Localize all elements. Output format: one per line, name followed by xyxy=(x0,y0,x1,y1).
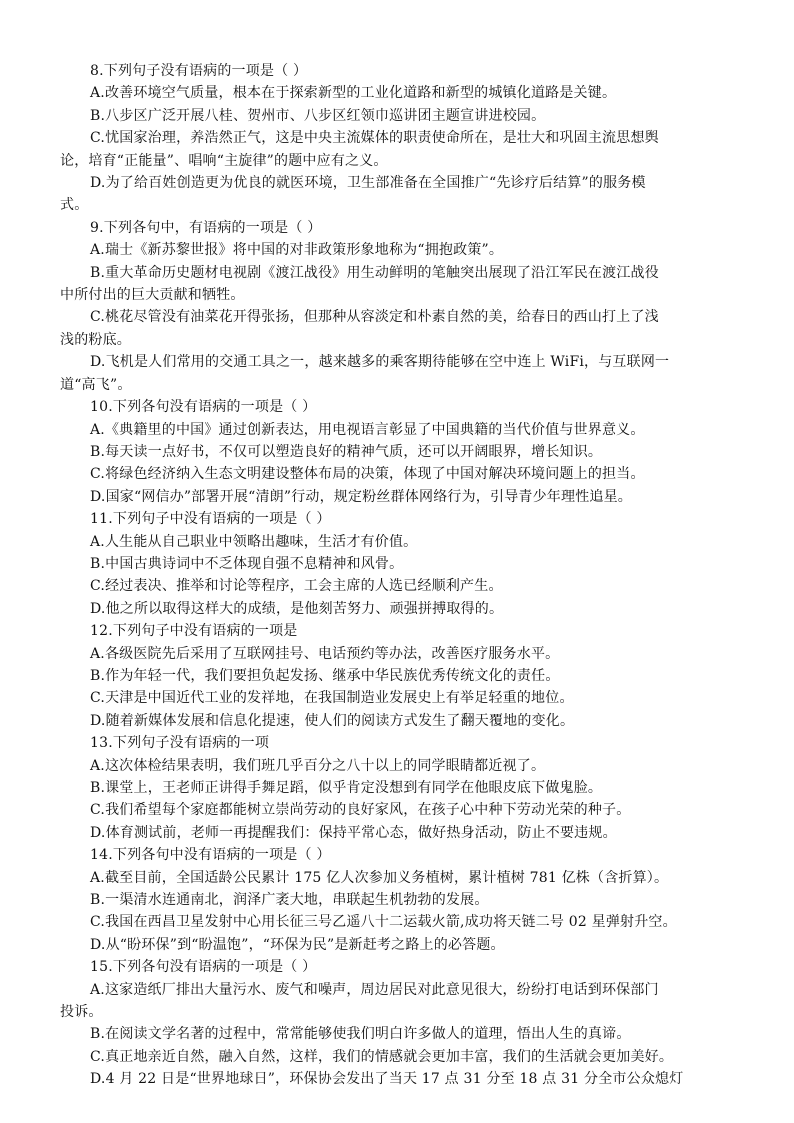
answer-option: C.真正地亲近自然，融入自然，这样，我们的情感就会更加丰富，我们的生活就会更加美好。 xyxy=(90,1048,674,1065)
question-block xyxy=(60,956,734,1090)
answer-option: C.天津是中国近代工业的发祥地，在我国制造业发展史上有举足轻重的地位。 xyxy=(90,690,574,707)
answer-option-continuation: 浅的粉底。 xyxy=(60,331,131,348)
answer-option-continuation: 道“高飞”。 xyxy=(60,376,132,393)
answer-option: A.这家造纸厂排出大量污水、废气和噪声，周边居民对此意见很大，纷纷打电话到环保部门 xyxy=(90,981,659,998)
answer-option: D.从“盼环保”到“盼温饱”，“环保为民”是新赶考之路上的必答题。 xyxy=(90,936,505,953)
question-stem: 8.下列句子没有语病的一项是（ ） xyxy=(90,63,308,79)
question-block xyxy=(90,732,734,844)
question-block xyxy=(90,620,734,732)
answer-option-continuation: 式。 xyxy=(60,197,89,214)
answer-option: D.体育测试前，老师一再提醒我们：保持平常心态，做好热身活动，防止不要违规。 xyxy=(90,824,617,841)
answer-option-continuation: 论，培育“正能量”、唱响“主旋律”的题中应有之义。 xyxy=(60,152,388,169)
question-block xyxy=(90,396,734,508)
answer-option: B.作为年轻一代，我们要担负起发扬、继承中华民族优秀传统文化的责任。 xyxy=(90,667,560,684)
answer-option: B.在阅读文学名著的过程中，常常能够使我们明白许多做人的道理，悟出人生的真谛。 xyxy=(90,1026,631,1043)
question-stem: 10.下列各句没有语病的一项是（ ） xyxy=(90,399,317,416)
question-stem: 12.下列句子中没有语病的一项是 xyxy=(90,623,298,640)
answer-option: A.改善环境空气质量，根本在于探索新型的工业化道路和新型的城镇化道路是关键。 xyxy=(90,85,617,102)
answer-option: A.瑞士《新苏黎世报》将中国的对非政策形象地称为“拥抱政策”。 xyxy=(90,242,504,259)
answer-option: B.八步区广泛开展八桂、贺州市、八步区红领巾巡讲团主题宣讲进校园。 xyxy=(90,107,546,124)
answer-option: C.我们希望每个家庭都能树立崇尚劳动的良好家风，在孩子心中种下劳动光荣的种子。 xyxy=(90,802,631,819)
answer-option: B.重大革命历史题材电视剧《渡江战役》用生动鲜明的笔触突出展现了沿江军民在渡江战役 xyxy=(90,264,659,281)
question-block xyxy=(90,508,734,620)
question-block xyxy=(60,60,734,217)
answer-option-continuation: 中所付出的巨大贡献和牺牲。 xyxy=(60,287,245,304)
answer-option: C.将绿色经济纳入生态文明建设整体布局的决策，体现了中国对解决环境问题上的担当。 xyxy=(90,466,645,483)
question-stem: 13.下列句子没有语病的一项 xyxy=(90,735,270,752)
question-stem: 11.下列句子中没有语病的一项是（ ） xyxy=(90,511,331,528)
answer-option: D.国家“网信办”部署开展“清朗”行动，规定粉丝群体网络行为，引导青少年理性追星。 xyxy=(90,488,633,505)
answer-option: D.他之所以取得这样大的成绩，是他刻苦努力、顽强拼搏取得的。 xyxy=(90,600,504,617)
question-block xyxy=(60,217,734,396)
answer-option: C.经过表决、推举和讨论等程序，工会主席的人选已经顺利产生。 xyxy=(90,578,503,595)
answer-option: B.中国古典诗词中不乏体现自强不息精神和风骨。 xyxy=(90,555,404,572)
answer-option: B.一渠清水连通南北，润泽广袤大地，串联起生机勃勃的发展。 xyxy=(90,892,489,909)
question-stem: 9.下列各句中，有语病的一项是（ ） xyxy=(90,219,322,236)
answer-option: A.人生能从自己职业中领略出趣味，生活才有价值。 xyxy=(90,533,418,550)
answer-option: D.随着新媒体发展和信息化提速，使人们的阅读方式发生了翻天覆地的变化。 xyxy=(90,712,575,729)
answer-option: B.每天读一点好书，不仅可以塑造良好的精神气质，还可以开阔眼界，增长知识。 xyxy=(90,443,603,460)
answer-option: C.我国在西昌卫星发射中心用长征三号乙遥八十二运载火箭,成功将天链二号 02 星弹射升空。 xyxy=(90,914,677,931)
answer-option: D.4 月 22 日是“世界地球日”，环保协会发出了当天 17 点 31 分至 18 点 31 分全市公众熄灯 xyxy=(90,1071,684,1088)
answer-option: A.截至目前，全国适龄公民累计 175 亿人次参加义务植树，累计植树 781 亿株（含折算）。 xyxy=(90,869,669,886)
question-stem: 15.下列各句没有语病的一项是（ ） xyxy=(90,959,317,976)
answer-option: C.桃花尽管没有油菜花开得张扬，但那种从容淡定和朴素自然的美，给春日的西山打上了浅 xyxy=(90,309,659,326)
answer-option: D.飞机是人们常用的交通工具之一，越来越多的乘客期待能够在空中连上 WiFi，与互联网一 xyxy=(90,354,670,371)
answer-option: A.这次体检结果表明，我们班几乎百分之八十以上的同学眼睛都近视了。 xyxy=(90,757,546,774)
question-stem: 14.下列各句中没有语病的一项是（ ） xyxy=(90,847,331,864)
answer-option: B.课堂上，王老师正讲得手舞足蹈，似乎肯定没想到有同学在他眼皮底下做鬼脸。 xyxy=(90,780,603,796)
answer-option: A.各级医院先后采用了互联网挂号、电话预约等办法，改善医疗服务水平。 xyxy=(90,645,560,662)
answer-option: C.忧国家治理，养浩然正气，这是中央主流媒体的职责使命所在，是壮大和巩固主流思想舆 xyxy=(90,130,659,147)
answer-option: A.《典籍里的中国》通过创新表达，用电视语言彰显了中国典籍的当代价值与世界意义。 xyxy=(90,421,645,438)
answer-option-continuation: 投诉。 xyxy=(60,1004,103,1021)
question-block xyxy=(90,844,734,956)
answer-option: D.为了给百姓创造更为优良的就医环境，卫生部准备在全国推广“先诊疗后结算”的服务模 xyxy=(90,175,646,192)
